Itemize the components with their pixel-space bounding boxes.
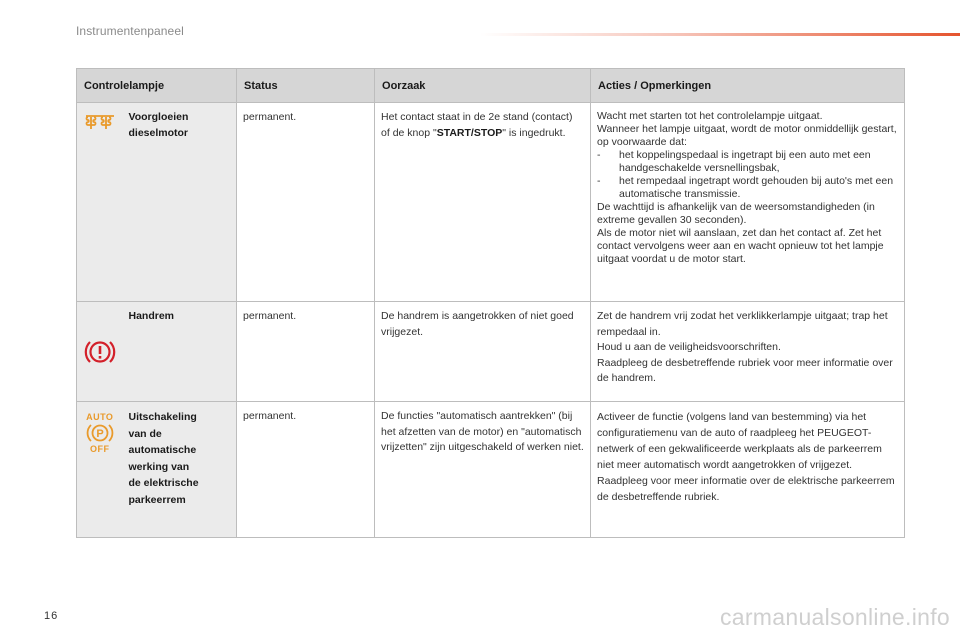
action-text: Houd u aan de veiligheidsvoorschriften. [597,341,781,353]
auto-parking-brake-off-icon [77,412,123,454]
glow-plug-icon [85,113,115,133]
action-dash-text: het rempedaal ingetrapt wordt gehouden bij auto's met een automatische transmissie. [619,175,894,200]
header-accent-line [480,33,960,36]
table-row [77,103,905,302]
lamp-name-line: Voorgloeien [128,111,189,123]
parking-brake-warning-icon [83,338,117,366]
lamp-cause [375,103,591,302]
lamp-name-line: van de [128,427,162,440]
section-title: Instrumentenpaneel [76,24,184,38]
auto-icon-top-text: AUTO [86,412,114,422]
warning-lamps-table [76,68,905,538]
lamp-icon-cell [77,302,123,402]
header-oorzaak: Oorzaak [375,69,591,103]
action-text: Raadpleeg de desbetreffende rubriek voor meer informatie over de handrem. [597,356,893,384]
action-text: Zet de handrem vrij zodat het verklikkerlampje uitgaat; trap het rempedaal in. [597,310,888,338]
lamp-status: permanent. [237,103,375,302]
lamp-cause [375,302,591,402]
cause-bold-text: START/STOP [436,126,503,139]
action-text: Wacht met starten tot het controlelampje uitgaat. [597,110,823,122]
cause-text: " is ingedrukt. [502,126,566,139]
lamp-name [123,103,237,302]
cause-text: Het contact staat in de 2e stand (contact) of de knop " [381,111,573,139]
action-text: Wanneer het lampje uitgaat, wordt de motor onmiddellijk gestart, op voorwaarde dat: [597,123,897,148]
lamp-cause [375,402,591,538]
lamp-name-line: parkeerrem [128,493,186,506]
header-controlelampje [77,69,237,103]
action-text: Raadpleeg voor meer informatie over de elektrische parkeerrem de desbetreffende rubriek. [597,475,895,503]
auto-icon-bottom-text: OFF [90,444,110,454]
lamp-name-line: automatische [128,444,197,456]
lamp-name-line: dieselmotor [128,126,189,139]
cause-text: De functies "automatisch aantrekken" (bij het afzetten van de motor) en "automatisch vrijzetten" zijn uitgeschakeld of werken niet. [381,410,584,453]
action-text: De wachttijd is afhankelijk van de weersomstandigheden (in extreme gevallen 30 seconden). [597,201,875,226]
action-text: Als de motor niet wil aanslaan, zet dan het contact af. Zet het contact vervolgens weer aan en wacht opnieuw tot het lampje uitgaat voordat u de motor start. [597,227,884,265]
action-text: Activeer de functie (volgens land van bestemming) via het configuratiemenu van de auto of raadpleeg het PEUGEOT-netwerk of een gekwalificeerde werkplaats als de parkeerrem niet meer automatisch wordt aangetrokken of vrijgezet. [597,411,882,471]
table-row [77,402,905,538]
lamp-actions [591,402,905,538]
table-row [77,302,905,402]
action-dash-item: - het rempedaal ingetrapt wordt gehouden bij auto's met een automatische transmissie. [597,175,894,200]
lamp-name-line: Handrem [128,310,175,322]
lamp-actions [591,302,905,402]
lamp-name-line: Uitschakeling [128,411,197,423]
header-status: Status [237,69,375,103]
lamp-icon-cell [77,402,123,538]
lamp-name-line: werking van [128,460,190,473]
page-number: 16 [44,610,59,622]
header-acties: Acties / Opmerkingen [591,69,905,103]
svg-text:P: P [96,428,104,440]
action-dash-item: - het koppelingspedaal is ingetrapt bij een auto met een handgeschakelde versnellingsbak, [597,149,871,174]
lamp-status: permanent. [237,402,375,538]
lamp-name-line: de elektrische [128,477,199,489]
lamp-name [123,402,237,538]
lamp-actions [591,103,905,302]
watermark: carmanualsonline.info [719,604,950,630]
action-dash-text: het koppelingspedaal is ingetrapt bij een auto met een handgeschakelde versnellingsbak, [619,149,871,174]
lamp-icon-cell [77,103,123,302]
lamp-status: permanent. [237,302,375,402]
lamp-name [123,302,237,402]
parking-p-icon [86,422,114,444]
table-header-row [77,69,905,103]
cause-text: De handrem is aangetrokken of niet goed vrijgezet. [381,310,574,338]
header-label: Controlelampje [84,79,165,92]
